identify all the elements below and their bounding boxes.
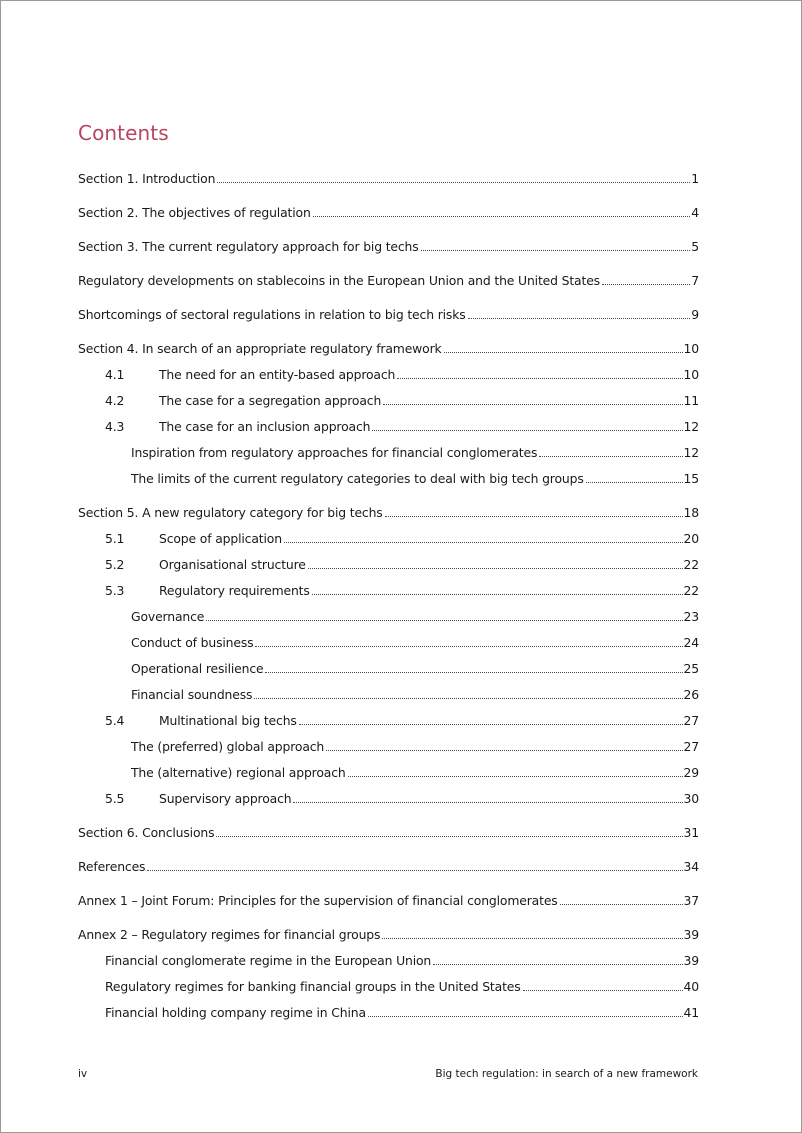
toc-entry-label: Section 6. Conclusions — [78, 825, 215, 840]
toc-entry-label: Operational resilience — [131, 661, 264, 676]
toc-entry-section-4[interactable] — [78, 333, 699, 357]
dot-leader — [326, 750, 682, 751]
toc-entry-label: Financial holding company regime in China — [105, 1005, 366, 1020]
toc-entry-4-1[interactable] — [105, 359, 699, 383]
toc-entry-number: 5.5 — [105, 791, 125, 806]
toc-entry-number: 5.3 — [105, 583, 125, 598]
toc-entry-page: 12 — [683, 445, 699, 460]
toc-entry-label: Organisational structure — [159, 557, 306, 572]
toc-entry-label: Financial conglomerate regime in the European Union — [105, 953, 432, 968]
toc-entry-stablecoins[interactable] — [78, 265, 699, 289]
toc-entry-number: 5.2 — [105, 557, 125, 572]
toc-entry-limits[interactable] — [131, 463, 699, 487]
dot-leader — [313, 216, 691, 217]
toc-entry-page: 39 — [683, 927, 699, 942]
toc-entry-label: Multinational big techs — [159, 713, 297, 728]
toc-entry-label: Regulatory requirements — [159, 583, 310, 598]
toc-entry-page: 10 — [683, 341, 699, 356]
toc-entry-regional-approach[interactable] — [131, 757, 699, 781]
toc-entry-number: 4.1 — [105, 367, 125, 382]
dot-leader — [206, 620, 682, 621]
toc-entry-page: 4 — [691, 205, 699, 220]
toc-entry-label: Regulatory regimes for banking financial groups in the United States — [105, 979, 521, 994]
toc-entry-number: 5.1 — [105, 531, 125, 546]
toc-entry-annex-1[interactable] — [78, 885, 699, 909]
toc-entry-number: 4.2 — [105, 393, 125, 408]
toc-entry-page: 24 — [683, 635, 699, 650]
dot-leader — [217, 182, 690, 183]
dot-leader — [284, 542, 683, 543]
toc-entry-page: 26 — [683, 687, 699, 702]
dot-leader — [560, 904, 683, 905]
toc-entry-operational-resilience[interactable] — [131, 653, 699, 677]
toc-entry-page: 22 — [683, 557, 699, 572]
dot-leader — [312, 594, 683, 595]
toc-entry-page: 10 — [683, 367, 699, 382]
toc-entry-page: 34 — [683, 859, 699, 874]
toc-entry-eu-conglomerate[interactable] — [105, 945, 699, 969]
toc-entry-references[interactable] — [78, 851, 699, 875]
toc-entry-label: Annex 1 – Joint Forum: Principles for the supervision of financial conglomerates — [78, 893, 558, 908]
dot-leader — [523, 990, 683, 991]
toc-entry-4-2[interactable] — [105, 385, 699, 409]
toc-entry-page: 41 — [683, 1005, 699, 1020]
toc-entry-label: References — [78, 859, 146, 874]
toc-entry-page: 7 — [691, 273, 699, 288]
toc-entry-label: Scope of application — [159, 531, 282, 546]
toc-entry-page: 40 — [683, 979, 699, 994]
toc-entry-page: 9 — [691, 307, 699, 322]
dot-leader — [586, 482, 683, 483]
toc-entry-label: Section 3. The current regulatory approach for big techs — [78, 239, 419, 254]
toc-entry-section-1[interactable] — [78, 163, 699, 187]
dot-leader — [397, 378, 682, 379]
toc-entry-label: Shortcomings of sectoral regulations in relation to big tech risks — [78, 307, 466, 322]
dot-leader — [382, 938, 682, 939]
toc-entry-label: The limits of the current regulatory categories to deal with big tech groups — [131, 471, 584, 486]
dot-leader — [293, 802, 682, 803]
toc-entry-page: 27 — [683, 739, 699, 754]
toc-entry-5-3[interactable] — [105, 575, 699, 599]
toc-entry-section-5[interactable] — [78, 497, 699, 521]
toc-entry-label: The (preferred) global approach — [131, 739, 325, 754]
dot-leader — [385, 516, 683, 517]
toc-entry-5-5[interactable] — [105, 783, 699, 807]
toc-entry-page: 25 — [683, 661, 699, 676]
dot-leader — [602, 284, 690, 285]
toc-entry-page: 22 — [683, 583, 699, 598]
toc-entry-label: The case for a segregation approach — [159, 393, 382, 408]
toc-entry-label: Section 2. The objectives of regulation — [78, 205, 311, 220]
dot-leader — [444, 352, 683, 353]
toc-entry-page: 1 — [691, 171, 699, 186]
toc-entry-4-3[interactable] — [105, 411, 699, 435]
footer-page-number: iv — [78, 1068, 88, 1080]
toc-entry-page: 12 — [683, 419, 699, 434]
toc-entry-label: Supervisory approach — [159, 791, 292, 806]
dot-leader — [372, 430, 682, 431]
toc-entry-inspiration[interactable] — [131, 437, 699, 461]
toc-entry-label: Annex 2 – Regulatory regimes for financial groups — [78, 927, 381, 942]
toc-entry-label: The case for an inclusion approach — [159, 419, 371, 434]
dot-leader — [265, 672, 682, 673]
dot-leader — [255, 646, 682, 647]
toc-entry-label: Financial soundness — [131, 687, 253, 702]
toc-entry-global-approach[interactable] — [131, 731, 699, 755]
dot-leader — [421, 250, 691, 251]
dot-leader — [433, 964, 682, 965]
contents-heading: Contents — [78, 121, 169, 145]
toc-entry-page: 31 — [683, 825, 699, 840]
footer-document-title: Big tech regulation: in search of a new framework — [435, 1068, 698, 1080]
dot-leader — [147, 870, 682, 871]
dot-leader — [348, 776, 683, 777]
toc-entry-governance[interactable] — [131, 601, 699, 625]
toc-entry-5-4[interactable] — [105, 705, 699, 729]
toc-entry-page: 30 — [683, 791, 699, 806]
toc-entry-label: Governance — [131, 609, 205, 624]
toc-entry-label: Inspiration from regulatory approaches for financial conglomerates — [131, 445, 538, 460]
toc-entry-page: 29 — [683, 765, 699, 780]
toc-entry-page: 20 — [683, 531, 699, 546]
toc-entry-shortcomings[interactable] — [78, 299, 699, 323]
toc-entry-5-1[interactable] — [105, 523, 699, 547]
dot-leader — [368, 1016, 683, 1017]
toc-entry-china-holding[interactable] — [105, 997, 699, 1021]
toc-entry-page: 15 — [683, 471, 699, 486]
toc-entry-page: 37 — [683, 893, 699, 908]
toc-entry-section-6[interactable] — [78, 817, 699, 841]
toc-entry-page: 5 — [691, 239, 699, 254]
toc-entry-section-2[interactable] — [78, 197, 699, 221]
dot-leader — [539, 456, 682, 457]
toc-entry-number: 5.4 — [105, 713, 125, 728]
toc-entry-page: 18 — [683, 505, 699, 520]
toc-entry-page: 39 — [683, 953, 699, 968]
toc-entry-label: Regulatory developments on stablecoins in the European Union and the United States — [78, 273, 600, 288]
dot-leader — [383, 404, 682, 405]
toc-entry-section-3[interactable] — [78, 231, 699, 255]
toc-entry-us-banking-groups[interactable] — [105, 971, 699, 995]
toc-entry-page: 11 — [683, 393, 699, 408]
dot-leader — [468, 318, 691, 319]
toc-entry-5-2[interactable] — [105, 549, 699, 573]
toc-entry-financial-soundness[interactable] — [131, 679, 699, 703]
toc-entry-label: Section 4. In search of an appropriate regulatory framework — [78, 341, 442, 356]
toc-entry-page: 27 — [683, 713, 699, 728]
toc-entry-number: 4.3 — [105, 419, 125, 434]
toc-entry-label: The (alternative) regional approach — [131, 765, 346, 780]
dot-leader — [254, 698, 682, 699]
dot-leader — [216, 836, 682, 837]
dot-leader — [299, 724, 683, 725]
dot-leader — [308, 568, 683, 569]
toc-entry-label: Conduct of business — [131, 635, 254, 650]
toc-entry-label: The need for an entity-based approach — [159, 367, 396, 382]
toc-entry-page: 23 — [683, 609, 699, 624]
toc-entry-label: Section 5. A new regulatory category for big techs — [78, 505, 383, 520]
toc-entry-conduct[interactable] — [131, 627, 699, 651]
toc-entry-annex-2[interactable] — [78, 919, 699, 943]
toc-entry-label: Section 1. Introduction — [78, 171, 216, 186]
